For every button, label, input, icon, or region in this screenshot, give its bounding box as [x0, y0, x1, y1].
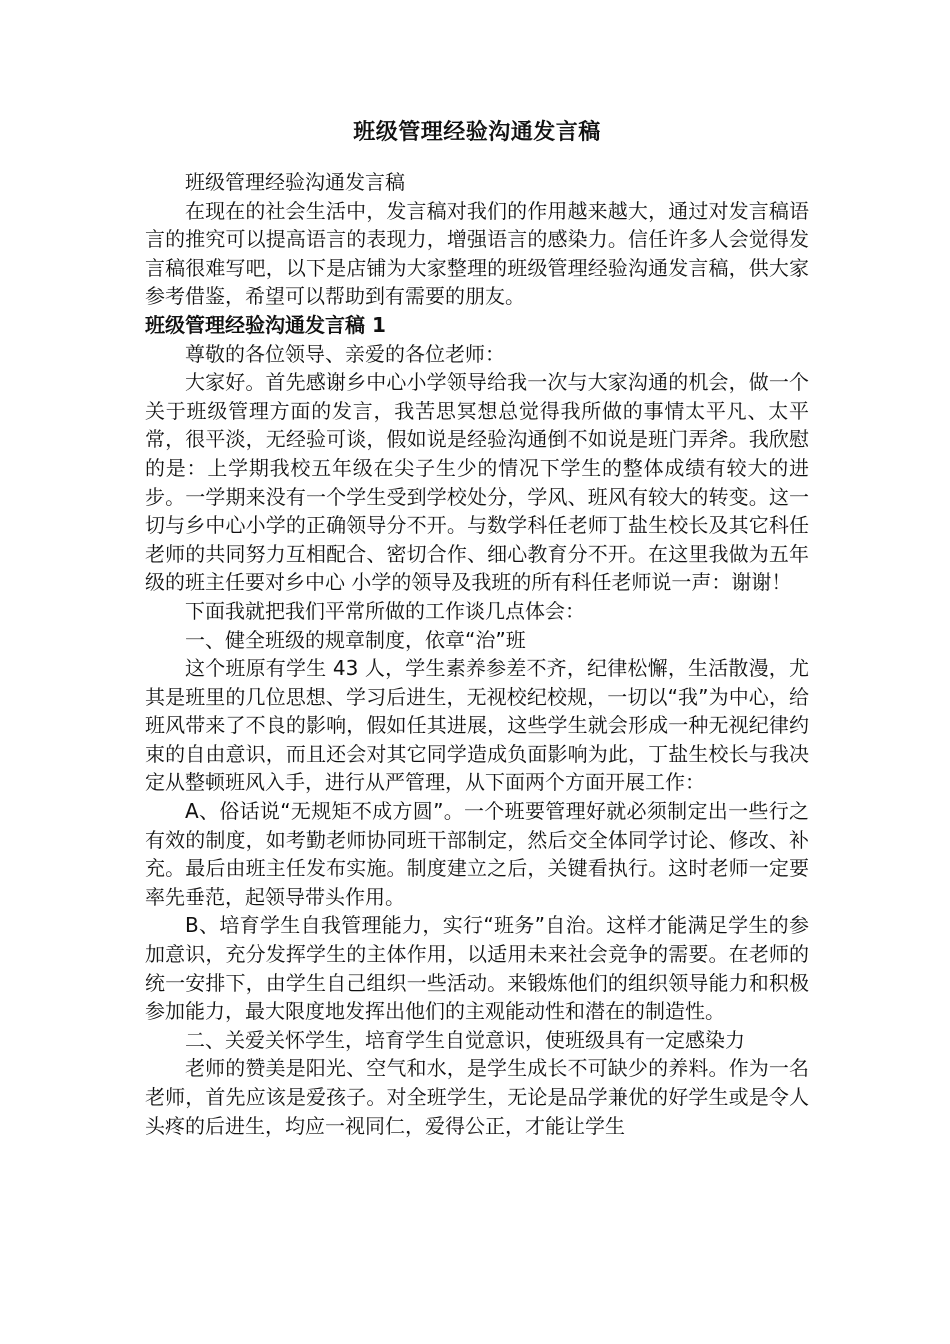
intro-subtitle: 班级管理经验沟通发言稿 — [185, 170, 405, 194]
subheading-two: 二、关爱关怀学生，培育学生自觉意识，使班级具有一定感染力 — [185, 1027, 745, 1052]
body-paragraph: 这个班原有学生 43 人，学生素养参差不齐，纪律松懈，生活散漫，尤其是班里的几位思想、学习后进生，无视校纪校规，一切以“我”为中心，给班风带来了不良的影响，假如任其进展，这些学生就会形成一种无视纪律约束的自由意识，而且还会对其它同学造成负面影响为此，丁盐生校长与我决定从整顿班风入手，进行从严管理，从下面两个方面开展工作： — [145, 656, 809, 795]
body-paragraph: 下面我就把我们平常所做的工作谈几点体会： — [185, 598, 585, 623]
point-a-paragraph: A、俗话说“无规矩不成方圆”。一个班要管理好就必须制定出一些行之有效的制度，如考勤老师协同班干部制定，然后交全体同学讨论、修改、补充。最后由班主任发布实施。制度建立之后，关键看执行。这时老师一定要率先垂范，起领导带头作用。 — [145, 799, 809, 909]
document-title: 班级管理经验沟通发言稿 — [353, 120, 601, 145]
point-b-paragraph: B、培育学生自我管理能力，实行“班务”自治。这样才能满足学生的参加意识，充分发挥学生的主体作用，以适用未来社会竞争的需要。在老师的统一安排下，由学生自己组织一些活动。来锻炼他们的组织领导能力和积极参加能力，最大限度地发挥出他们的主观能动性和潜在的制造性。 — [145, 913, 809, 1024]
salutation: 尊敬的各位领导、亲爱的各位老师： — [185, 341, 505, 366]
section-heading: 班级管理经验沟通发言稿 1 — [145, 312, 386, 337]
subheading-one: 一、健全班级的规章制度，依章“治”班 — [185, 627, 526, 652]
body-paragraph: 老师的赞美是阳光、空气和水，是学生成长不可缺少的养料。作为一名老师，首先应该是爱孩子。对全班学生，无论是品学兼优的好学生或是令人头疼的后进生，均应一视同仁，爱得公正，才能让学生 — [145, 1056, 809, 1138]
document-page — [145, 112, 809, 1140]
body-paragraph: 大家好。首先感谢乡中心小学领导给我一次与大家沟通的机会，做一个关于班级管理方面的发言，我苦思冥想总觉得我所做的事情太平凡、太平常，很平淡，无经验可谈，假如说是经验沟通倒不如说是班门弄斧。我欣慰的是：上学期我校五年级在尖子生少的情况下学生的整体成绩有较大的进步。一学期来没有一个学生受到学校处分，学风、班风有较大的转变。这一切与乡中心小学的正确领导分不开。与数学科任老师丁盐生校长及其它科任老师的共同努力互相配合、密切合作、细心教育分不开。在这里我做为五年级的班主任要对乡中心 小学的领导及我班的所有科任老师说一声：谢谢！ — [145, 370, 809, 595]
intro-paragraph: 在现在的社会生活中，发言稿对我们的作用越来越大，通过对发言稿语言的推究可以提高语言的表现力，增强语言的感染力。信任许多人会觉得发言稿很难写吧，以下是店铺为大家整理的班级管理经验沟通发言稿，供大家参考借鉴，希望可以帮助到有需要的朋友。 — [145, 198, 809, 309]
